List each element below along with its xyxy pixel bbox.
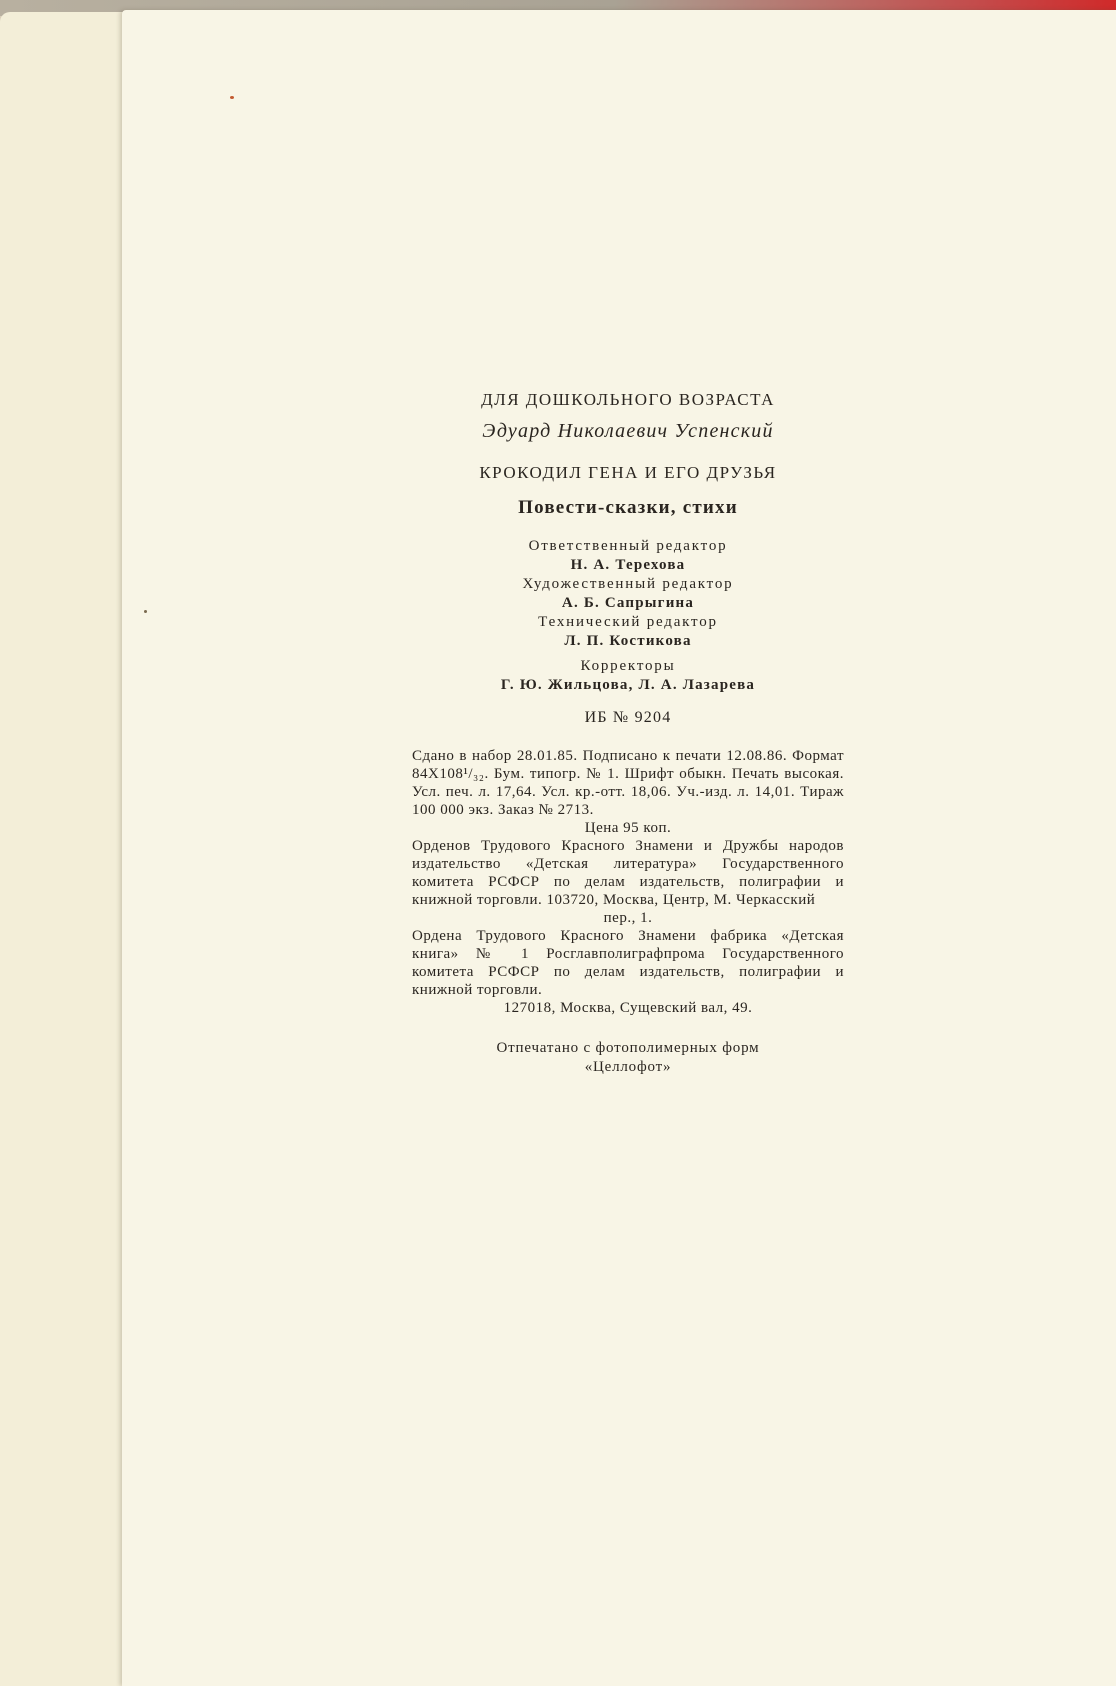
correctors-names: Г. Ю. Жильцова, Л. А. Лазарева [500,677,756,693]
credit-role: Художественный редактор [522,576,734,592]
price: Цена 95 коп. [584,820,672,836]
publisher-info: Орденов Трудового Красного Знамени и Дружбы народов издательство «Детская литература» Государственного комитета РСФСР по делам издательств, полиграфии и книжной торговли. 103720, Москва, Центр, М. Черкасский [412,838,844,908]
printed-note-line: «Целлофот» [584,1059,672,1075]
author-name: Эдуард Николаевич Успенский [482,420,774,442]
printer-info: Ордена Трудового Красного Знамени фабрика «Детская книга» № 1 Росглавполиграфпрома Государственного комитета РСФСР по делам издательств, полиграфии и книжной торговли. [412,928,844,998]
credit-name: Л. П. Костикова [564,633,692,649]
paper-speck [230,96,234,99]
imprint-block [412,390,844,1077]
paper-speck [144,610,147,613]
correctors-role: Корректоры [580,658,676,674]
printed-note [412,1039,844,1077]
age-category: ДЛЯ ДОШКОЛЬНОГО ВОЗРАСТА [481,390,775,409]
credit-name: Н. А. Терехова [570,557,686,573]
publication-details [412,747,844,1017]
credit-role: Технический редактор [538,614,718,630]
print-specs: Сдано в набор 28.01.85. Подписано к печати 12.08.86. Формат 84Х108¹/₃₂. Бум. типогр. № 1. Шрифт обыкн. Печать высокая. Усл. печ. л. 17,64. Усл. кр.-отт. 18,06. Уч.-изд. л. 14,01. Тираж 100 000 экз. Заказ № 2713. [412,748,844,818]
credit-name: А. Б. Сапрыгина [561,595,695,611]
credits-list [412,537,844,651]
credit-role: Ответственный редактор [528,538,728,554]
publisher-address-end: пер., 1. [603,910,653,926]
correctors-block [412,657,844,695]
book-subtitle: Повести-сказки, стихи [518,497,738,518]
ib-number: ИБ № 9204 [584,709,672,726]
printer-address: 127018, Москва, Сущевский вал, 49. [503,1000,753,1016]
printed-note-line: Отпечатано с фотополимерных форм [496,1040,760,1056]
book-title: КРОКОДИЛ ГЕНА И ЕГО ДРУЗЬЯ [479,463,777,482]
